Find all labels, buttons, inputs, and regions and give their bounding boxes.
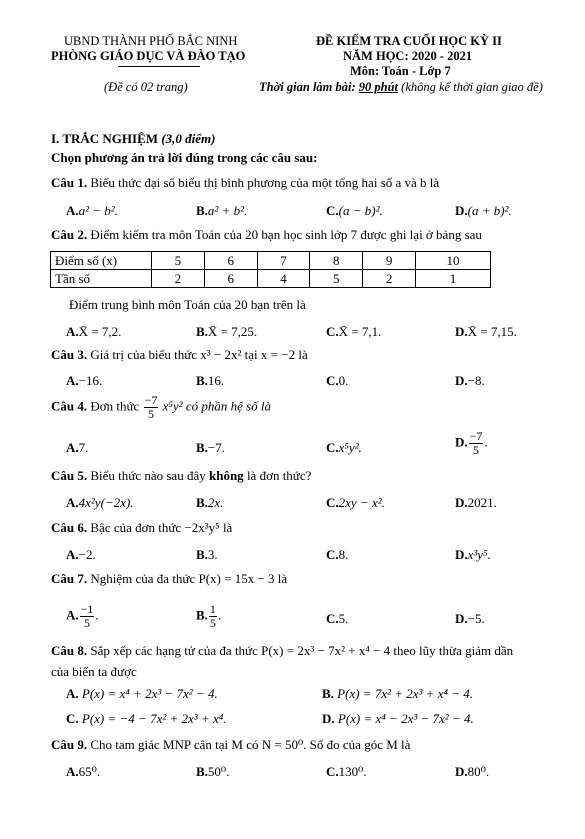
question-5: Câu 5. Biểu thức nào sau đây không là đơn thức?: [51, 468, 312, 483]
q6-option-b[interactable]: B.3.: [196, 547, 218, 562]
q8-option-a[interactable]: A. P(x) = x⁴ + 2x³ − 7x² − 4.: [66, 686, 218, 701]
question-6: [51, 520, 232, 536]
table-cell: 2: [152, 270, 205, 288]
question-4: [51, 394, 271, 421]
question-8-cont: của biến ta được: [51, 664, 137, 679]
school-year: NĂM HỌC: 2020 - 2021: [343, 49, 473, 63]
table-cell: 2: [363, 270, 416, 288]
question-label: Câu 2.: [51, 227, 88, 242]
q9-option-a[interactable]: A.65⁰.: [66, 764, 101, 779]
header-page-note: (Đề có 02 trang): [104, 80, 188, 94]
q5-option-d[interactable]: D.2021.: [455, 495, 497, 510]
question-label: Câu 9.: [51, 737, 88, 752]
question-text: Điểm kiểm tra môn Toán của 20 bạn học sinh lớp 7 được ghi lại ở bảng sau: [90, 227, 482, 242]
q2-option-b[interactable]: B.X̄ = 7,25.: [196, 324, 258, 339]
table-cell: 8: [310, 252, 363, 270]
question-7: [51, 571, 287, 587]
q3-option-b[interactable]: B.16.: [196, 373, 225, 388]
time-value: 90 phút: [358, 80, 399, 94]
question-1: [51, 175, 439, 191]
question-3: [51, 347, 308, 363]
q3-option-c[interactable]: C.0.: [326, 373, 349, 388]
q8-option-b[interactable]: B. P(x) = 7x² + 2x³ + x⁴ − 4.: [322, 686, 474, 701]
emphasis-not: không: [208, 468, 244, 483]
table-cell: 9: [363, 252, 416, 270]
q6-option-a[interactable]: A.−2.: [66, 547, 96, 562]
question-text: Biểu thức đại số biểu thị bình phương của một tổng hai số a và b là: [90, 175, 440, 190]
question-label: Câu 5.: [51, 468, 88, 483]
header-left-rule: [118, 66, 200, 67]
table-cell: 5: [310, 270, 363, 288]
table-cell: 6: [204, 252, 257, 270]
q6-option-d[interactable]: D.x³y⁵.: [455, 547, 491, 562]
exam-title: ĐỀ KIỂM TRA CUỐI HỌC KỲ II: [316, 34, 502, 48]
question-text: Cho tam giác MNP cân tại M có N = 50⁰. Số đo của góc M là: [90, 737, 411, 752]
question-8: [51, 643, 513, 659]
question-2: [51, 227, 482, 243]
q8-option-c[interactable]: C. P(x) = −4 − 7x² + 2x³ + x⁴.: [66, 711, 227, 726]
exam-time: [259, 80, 543, 95]
q4-option-a[interactable]: A.7.: [66, 440, 89, 455]
question-text: Bậc của đơn thức −2x³y⁵ là: [90, 520, 233, 535]
section-title: I. TRẮC NGHIỆM: [51, 131, 159, 146]
q9-option-d[interactable]: D.80⁰.: [455, 764, 490, 779]
table-cell: 4: [257, 270, 310, 288]
question-label: Câu 8.: [51, 643, 88, 658]
table-cell: 10: [415, 252, 490, 270]
q2-option-d[interactable]: D.X̄ = 7,15.: [455, 324, 517, 339]
q9-option-c[interactable]: C.130⁰.: [326, 764, 367, 779]
question-label: Câu 7.: [51, 571, 88, 586]
question-2-sub: Điểm trung bình môn Toán của 20 bạn trên là: [69, 297, 306, 312]
time-note: (không kể thời gian giao đề): [401, 80, 543, 94]
question-label: Câu 1.: [51, 175, 88, 190]
q7-option-a[interactable]: A. $\frac{-1}{5}$ .: [66, 602, 99, 631]
table-row: [51, 270, 491, 288]
table-cell: 5: [152, 252, 205, 270]
question-text: Đơn thức: [90, 398, 140, 414]
question-label: Câu 6.: [51, 520, 88, 535]
table-cell: 7: [257, 252, 310, 270]
q7-option-b[interactable]: B. $\frac{1}{5}$ .: [196, 602, 222, 631]
q7-option-c[interactable]: C.5.: [326, 611, 349, 626]
section-heading: [51, 131, 215, 147]
q5-option-b[interactable]: B.2x.: [196, 495, 224, 510]
question-label: Câu 4.: [51, 398, 88, 414]
question-9: [51, 737, 410, 753]
q1-option-d[interactable]: D.(a + b)².: [455, 203, 512, 218]
question-text: Giá trị của biểu thức x³ − 2x² tại x = −2 là: [90, 347, 308, 362]
q5-option-a[interactable]: A.4x²y(−2x).: [66, 495, 134, 510]
q3-option-d[interactable]: D.−8.: [455, 373, 485, 388]
q4-option-b[interactable]: B.−7.: [196, 440, 226, 455]
score-frequency-table: [50, 251, 491, 288]
q4-option-d[interactable]: D. $\frac{-7}{5}$ .: [455, 429, 488, 458]
q1-option-a[interactable]: A.a² − b².: [66, 203, 118, 218]
subject-grade: Môn: Toán - Lớp 7: [350, 64, 451, 78]
table-cell: 1: [415, 270, 490, 288]
question-text: Sắp xếp các hạng tử của đa thức P(x) = 2x³ − 7x² + x⁴ − 4 theo lũy thừa giảm dần: [90, 643, 514, 658]
section-instruction: Chọn phương án trả lời đúng trong các câu sau:: [51, 150, 318, 165]
q2-option-a[interactable]: A.X̄ = 7,2.: [66, 324, 122, 339]
q4-option-c[interactable]: C.x⁵y².: [326, 440, 362, 455]
q6-option-c[interactable]: C.8.: [326, 547, 349, 562]
q1-option-c[interactable]: C.(a − b)².: [326, 203, 383, 218]
table-cell: 6: [204, 270, 257, 288]
question-text-end: x⁵y² có phần hệ số là: [162, 398, 272, 414]
table-row-header: Điểm số (x): [51, 252, 152, 270]
table-row: [51, 252, 491, 270]
header-dept-city: UBND THÀNH PHỐ BẮC NINH: [64, 34, 238, 48]
question-label: Câu 3.: [51, 347, 88, 362]
table-row-header: Tần số: [51, 270, 152, 288]
q8-option-d[interactable]: D. P(x) = x⁴ − 2x³ − 7x² − 4.: [322, 711, 474, 726]
q5-option-c[interactable]: C.2xy − x².: [326, 495, 385, 510]
coefficient-fraction: $\frac{-7}{5}$: [144, 393, 158, 422]
header-dept-education: PHÒNG GIÁO DỤC VÀ ĐÀO TẠO: [51, 49, 246, 63]
question-text: Nghiệm của đa thức P(x) = 15x − 3 là: [90, 571, 288, 586]
q7-option-d[interactable]: D.−5.: [455, 611, 485, 626]
time-label: Thời gian làm bài:: [259, 80, 356, 94]
section-points: (3,0 điểm): [161, 131, 216, 146]
q3-option-a[interactable]: A.−16.: [66, 373, 103, 388]
q1-option-b[interactable]: B.a² + b².: [196, 203, 248, 218]
q9-option-b[interactable]: B.50⁰.: [196, 764, 230, 779]
q2-option-c[interactable]: C.X̄ = 7,1.: [326, 324, 382, 339]
